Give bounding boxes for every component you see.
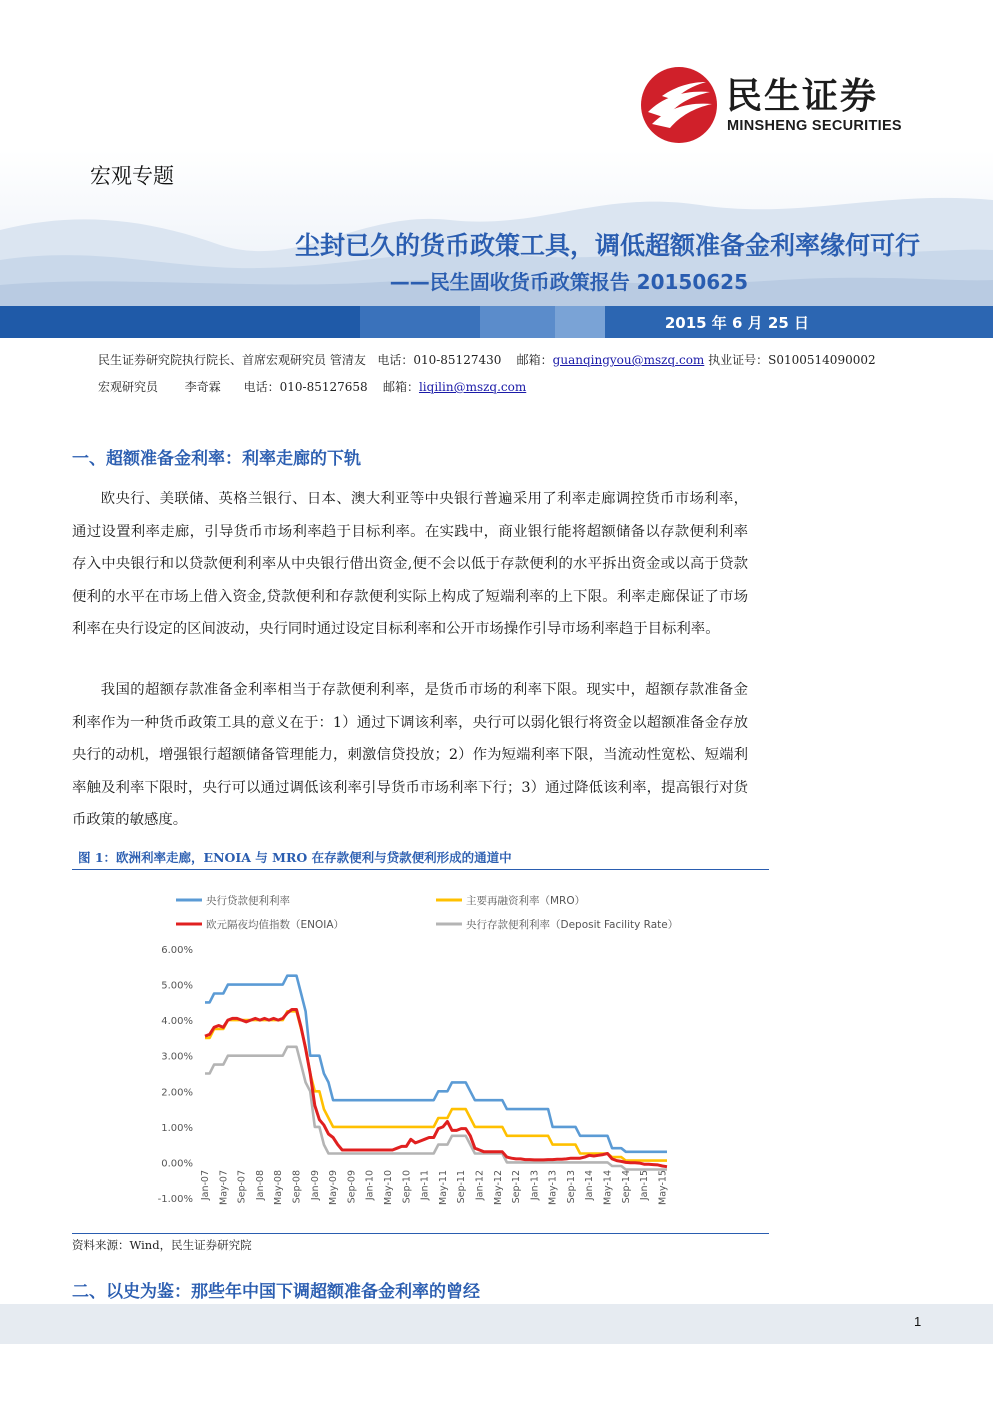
y-tick-label: 6.00% xyxy=(161,945,193,956)
x-tick-label: May-12 xyxy=(492,1170,504,1205)
y-tick-label: -1.00% xyxy=(157,1194,193,1205)
legend-label: 欧元隔夜均值指数（ENOIA） xyxy=(206,919,345,931)
legend-label: 主要再融资利率（MRO） xyxy=(466,895,586,907)
author-title: 宏观研究员 xyxy=(98,380,159,394)
date-banner xyxy=(0,306,993,338)
series-line xyxy=(205,1047,667,1170)
x-tick-label: Jan-12 xyxy=(474,1170,486,1201)
series-line xyxy=(205,976,667,1152)
paragraph-2: 我国的超额存款准备金利率相当于存款便利利率，是货币市场的利率下限。现实中，超额存款准备金利率作为一种货币政策工具的意义在于：1）通过下调该利率，央行可以弱化银行将资金以超额准备金存放央行的动机，增强银行超额储备管理能力，刺激信贷投放；2）作为短端利率下限，当流动性宽松、短端利率触及利率下限时，央行可以通过调低该利率引导货币市场利率下行；3）通过降低该利率，提高银行对货币政策的敏感度。 xyxy=(72,682,748,829)
x-tick-label: Jan-13 xyxy=(529,1170,541,1201)
x-tick-label: Jan-07 xyxy=(200,1170,211,1201)
email-label: 邮箱： xyxy=(516,353,553,367)
page-footer xyxy=(0,1304,993,1344)
section-1-heading: 一、超额准备金利率：利率走廊的下轨 xyxy=(72,449,361,469)
x-tick-label: May-11 xyxy=(437,1170,449,1205)
x-tick-label: Sep-11 xyxy=(456,1170,468,1204)
x-tick-label: Jan-09 xyxy=(309,1170,321,1201)
x-tick-label: Sep-07 xyxy=(236,1170,248,1204)
x-tick-label: Sep-08 xyxy=(291,1170,303,1204)
author-name: 管清友 xyxy=(329,353,366,367)
legend-label: 央行贷款便利利率 xyxy=(206,895,290,907)
y-tick-label: 5.00% xyxy=(161,980,193,992)
x-tick-label: May-07 xyxy=(218,1170,230,1205)
tel-label: 电话： xyxy=(243,380,280,394)
x-tick-label: May-13 xyxy=(547,1170,559,1205)
x-tick-label: Sep-13 xyxy=(565,1170,577,1204)
x-tick-label: May-10 xyxy=(382,1170,394,1205)
x-tick-label: Sep-12 xyxy=(511,1170,523,1204)
logo-chinese-text: 民生证券 xyxy=(726,76,879,117)
logo-english-text: MINSHENG SECURITIES xyxy=(727,118,902,134)
figure-title: 图 1：欧洲利率走廊，ENOIA 与 MRO 在存款便利与贷款便利形成的通道中 xyxy=(78,850,512,865)
report-title: 尘封已久的货币政策工具，调低超额准备金利率缘何可行 xyxy=(294,231,920,260)
page-number: 1 xyxy=(914,1314,922,1329)
x-tick-label: Jan-10 xyxy=(364,1170,376,1201)
section-2-heading: 二、以史为鉴：那些年中国下调超额准备金利率的曾经 xyxy=(72,1282,480,1302)
company-logo xyxy=(640,66,930,146)
author-row-1 xyxy=(98,351,876,368)
email-label: 邮箱： xyxy=(382,380,419,394)
author-phone: 010-85127658 xyxy=(279,380,368,394)
figure-source: 资料来源：Wind，民生证券研究院 xyxy=(72,1238,252,1252)
x-tick-label: Sep-10 xyxy=(401,1170,413,1204)
y-tick-label: 1.00% xyxy=(161,1122,193,1134)
x-tick-label: Jan-11 xyxy=(419,1170,431,1201)
x-tick-label: May-15 xyxy=(657,1170,669,1205)
legend-label: 央行存款便利利率（Deposit Facility Rate） xyxy=(466,919,679,931)
report-subtitle: ——民生固收货币政策报告 20150625 xyxy=(389,270,748,294)
x-tick-label: Jan-14 xyxy=(584,1170,596,1201)
series-line xyxy=(205,1010,667,1167)
report-date: 2015 年 6 月 25 日 xyxy=(664,314,809,332)
author-certificate: S0100514090002 xyxy=(768,353,876,367)
x-tick-label: Sep-14 xyxy=(620,1170,632,1204)
x-tick-label: Sep-09 xyxy=(346,1170,358,1204)
author-email-link[interactable]: liqilin@mszq.com xyxy=(418,380,527,394)
author-row-2 xyxy=(98,378,526,395)
x-tick-label: May-09 xyxy=(328,1170,340,1205)
x-tick-label: May-14 xyxy=(602,1170,614,1205)
paragraph-1: 欧央行、美联储、英格兰银行、日本、澳大利亚等中央银行普遍采用了利率走廊调控货币市场利率，通过设置利率走廊，引导货币市场利率趋于目标利率。在实践中，商业银行能将超额储备以存款便利利率存入中央银行和以贷款便利利率从中央银行借出资金,便不会以低于存款便利的水平拆出资金或以高于贷款便利的水平在市场上借入资金,贷款便利和存款便利实际上构成了短端利率的上下限。利率走廊保证了市场利率在央行设定的区间波动，央行同时通过设定目标利率和公开市场操作引导市场利率趋于目标利率。 xyxy=(72,491,748,638)
x-tick-label: May-08 xyxy=(273,1170,285,1205)
logo-mark-icon xyxy=(640,66,718,144)
x-tick-label: Jan-15 xyxy=(639,1170,651,1201)
author-name: 李奇霖 xyxy=(184,380,221,394)
y-tick-label: 4.00% xyxy=(161,1016,193,1028)
series-line xyxy=(205,1011,667,1160)
section-1-body-2 xyxy=(72,674,748,837)
figure-top-rule xyxy=(72,869,769,870)
figure-bottom-rule xyxy=(72,1233,769,1234)
rate-corridor-chart xyxy=(72,876,769,1232)
author-email-link[interactable]: guanqingyou@mszq.com xyxy=(552,353,705,367)
section-1-body xyxy=(72,483,748,646)
x-tick-label: Jan-08 xyxy=(254,1170,266,1201)
author-phone: 010-85127430 xyxy=(413,353,502,367)
tel-label: 电话： xyxy=(377,353,414,367)
report-category-label: 宏观专题 xyxy=(90,164,174,188)
cert-label: 执业证号： xyxy=(708,353,769,367)
y-tick-label: 2.00% xyxy=(161,1087,193,1099)
y-tick-label: 0.00% xyxy=(161,1158,193,1170)
author-title: 民生证券研究院执行院长、首席宏观研究员 xyxy=(98,353,327,367)
y-tick-label: 3.00% xyxy=(161,1051,193,1063)
